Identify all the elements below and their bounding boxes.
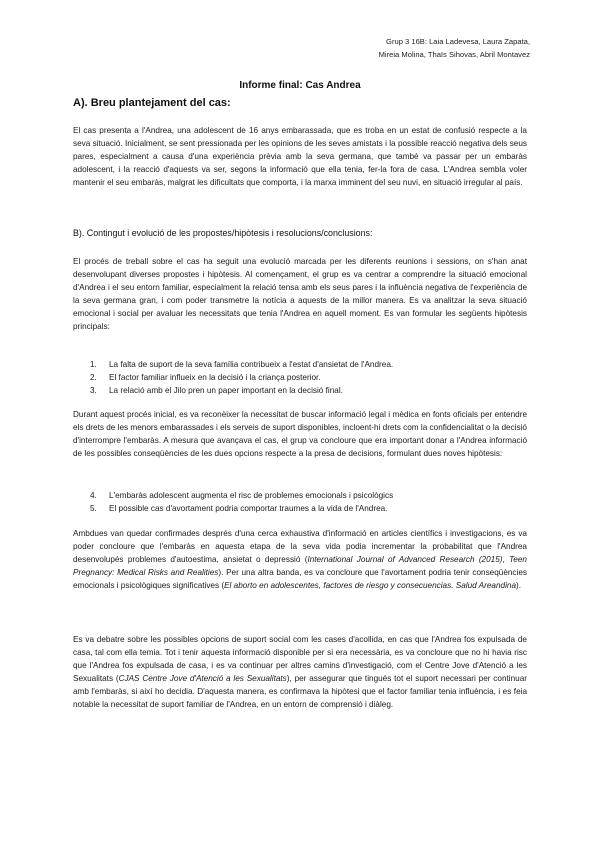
list-item bbox=[90, 502, 520, 515]
citation: CJAS Centre Jove d'Atenció a les Sexualitats bbox=[118, 674, 287, 684]
list-item-number: 3. bbox=[90, 386, 97, 396]
citation: El aborto en adolescentes, factores de riesgo y consecuencias. Salud Areandina bbox=[224, 581, 516, 591]
authors-line-1: Grup 3 16B: Laia Ladevesa, Laura Zapata, bbox=[386, 37, 530, 46]
list-item-text: L'embaràs adolescent augmenta el risc de problemes emocionals i psicològics bbox=[109, 491, 394, 500]
list-item-number: 2. bbox=[90, 373, 97, 383]
authors-header bbox=[270, 35, 530, 61]
list-item bbox=[90, 384, 520, 397]
section-b-paragraph-2: Durant aquest procés inicial, es va reconèixer la necessitat de buscar informació legal i mèdica en fonts oficials per entendre els drets de les menors embarassades i els serveis de suport disponibles, incloent-hi drets com la confidencialitat o la decisió d'interrompre l'embaràs. A mesura que avançava el cas, el grup va concloure que era important donar a l'Andrea informació de les possibles conseqüències de les dues opcions respecte a la presa de decisions, formulant dues noves hipòtesis: bbox=[73, 410, 527, 459]
section-b-heading: B). Contingut i evolució de les propostes/hipòtesis i resolucions/conclusions: bbox=[73, 228, 373, 238]
paragraph-text: Es va debatre sobre les possibles opcions de suport social com les cases d'acollida, en cas que l'Andrea fos expulsada de casa, tal com ella temia. Tot i tenir aquesta informació disponible per si era necessària, es va concloure que no hi havia risc que l'Andrea fos expulsada de casa, i es va continuar per altres camins d'investigació, com el Centre Jove d'Atenció a les Sexualitats ( bbox=[73, 635, 527, 684]
list-item bbox=[90, 358, 520, 371]
paragraph-text: ). Per una altra banda, es va concloure que l'avortament podria tenir conseqüències emocionals i psicològiques significatives ( bbox=[73, 568, 527, 591]
hypotheses-list-1 bbox=[90, 358, 520, 397]
list-item-number: 4. bbox=[90, 491, 97, 500]
authors-line-2: Mireia Molina, Thaïs Sihovas, Abril Montavez bbox=[378, 50, 530, 59]
list-item bbox=[90, 371, 520, 384]
document-title: Informe final: Cas Andrea bbox=[239, 80, 361, 91]
paragraph-text: , bbox=[502, 555, 510, 565]
list-item-number: 5. bbox=[90, 504, 97, 514]
citation: Teen Pregnancy: Medical Risks and Realities bbox=[73, 555, 527, 578]
list-item-text: El possible cas d'avortament podria comportar traumes a la vida de l'Andrea. bbox=[109, 504, 388, 514]
list-item-number: 1. bbox=[90, 360, 97, 369]
hypotheses-list-2 bbox=[90, 489, 520, 515]
paragraph-text: ). bbox=[516, 581, 522, 591]
paragraph-text: ), per assegurar que tingués tot el suport necessari per continuar amb l'embaràs, si així ho decidia. D'aquesta manera, es confirmava la hipòtesi que el factor familiar tenia influència, i es feia notable la necessitat de suport familiar de l'Andrea, en un entorn de comprensió i diàleg. bbox=[73, 674, 527, 710]
section-b-paragraph-1: El procés de treball sobre el cas ha seguit una evolució marcada per les diferents reunions i sessions, on s'han anat desenvolupant diverses propostes i hipòtesis. Al començament, el grup es va centrar a comprendre la situació emocional d'Andrea i el seu entorn familiar, especialment la relació tensa amb els seus pares i la influència negativa de l'experiència de la seva germana gran, i com poder transmetre la notícia a aquests de la millor manera. Es va analitzar la seva situació emocional i social per avaluar les necessitats que tenia l'Andrea en aquell moment. Es van formular les següents hipòtesis principals: bbox=[73, 257, 527, 332]
section-a-heading: A). Breu plantejament del cas: bbox=[73, 97, 231, 109]
list-item bbox=[90, 489, 520, 502]
citation: International Journal of Advanced Research (2015) bbox=[307, 555, 503, 565]
section-b-paragraph-3 bbox=[73, 527, 527, 592]
section-b-paragraph-4 bbox=[73, 633, 527, 712]
paragraph-text: Ambdues van quedar confirmades després d'una cerca exhaustiva d'informació en articles científics i investigacions, es va poder concloure que l'embaràs en aquesta etapa de la seva vida podia incrementar la probabilitat que l'Andrea desenvolupés problemes d'autoestima, ansietat o depressió ( bbox=[73, 529, 527, 565]
list-item-text: La falta de suport de la seva família contribueix a l'estat d'ansietat de l'Andrea. bbox=[109, 360, 394, 369]
section-a-paragraph: El cas presenta a l'Andrea, una adolescent de 16 anys embarassada, que es troba en un estat de confusió respecte a la seva situació. Inicialment, se sent pressionada per les opinions de les seves amistats i la possible reacció negativa dels seus pares, especialment a causa d'una experiència prèvia amb la seva germana, que també va passar per un embaràs adolescent, i la reacció d'aquests va ser, segons la informació que ella tenia, fer-la fora de casa. L'Andrea sembla voler mantenir el seu embaràs, malgrat les dificultats que comporta, i la marxa imminent del seu nuvi, en situació irregular al país. bbox=[73, 126, 527, 188]
list-item-text: El factor familiar influeix en la decisió i la criança posterior. bbox=[109, 373, 321, 383]
list-item-text: La relació amb el Jilo pren un paper important en la decisió final. bbox=[109, 386, 343, 396]
